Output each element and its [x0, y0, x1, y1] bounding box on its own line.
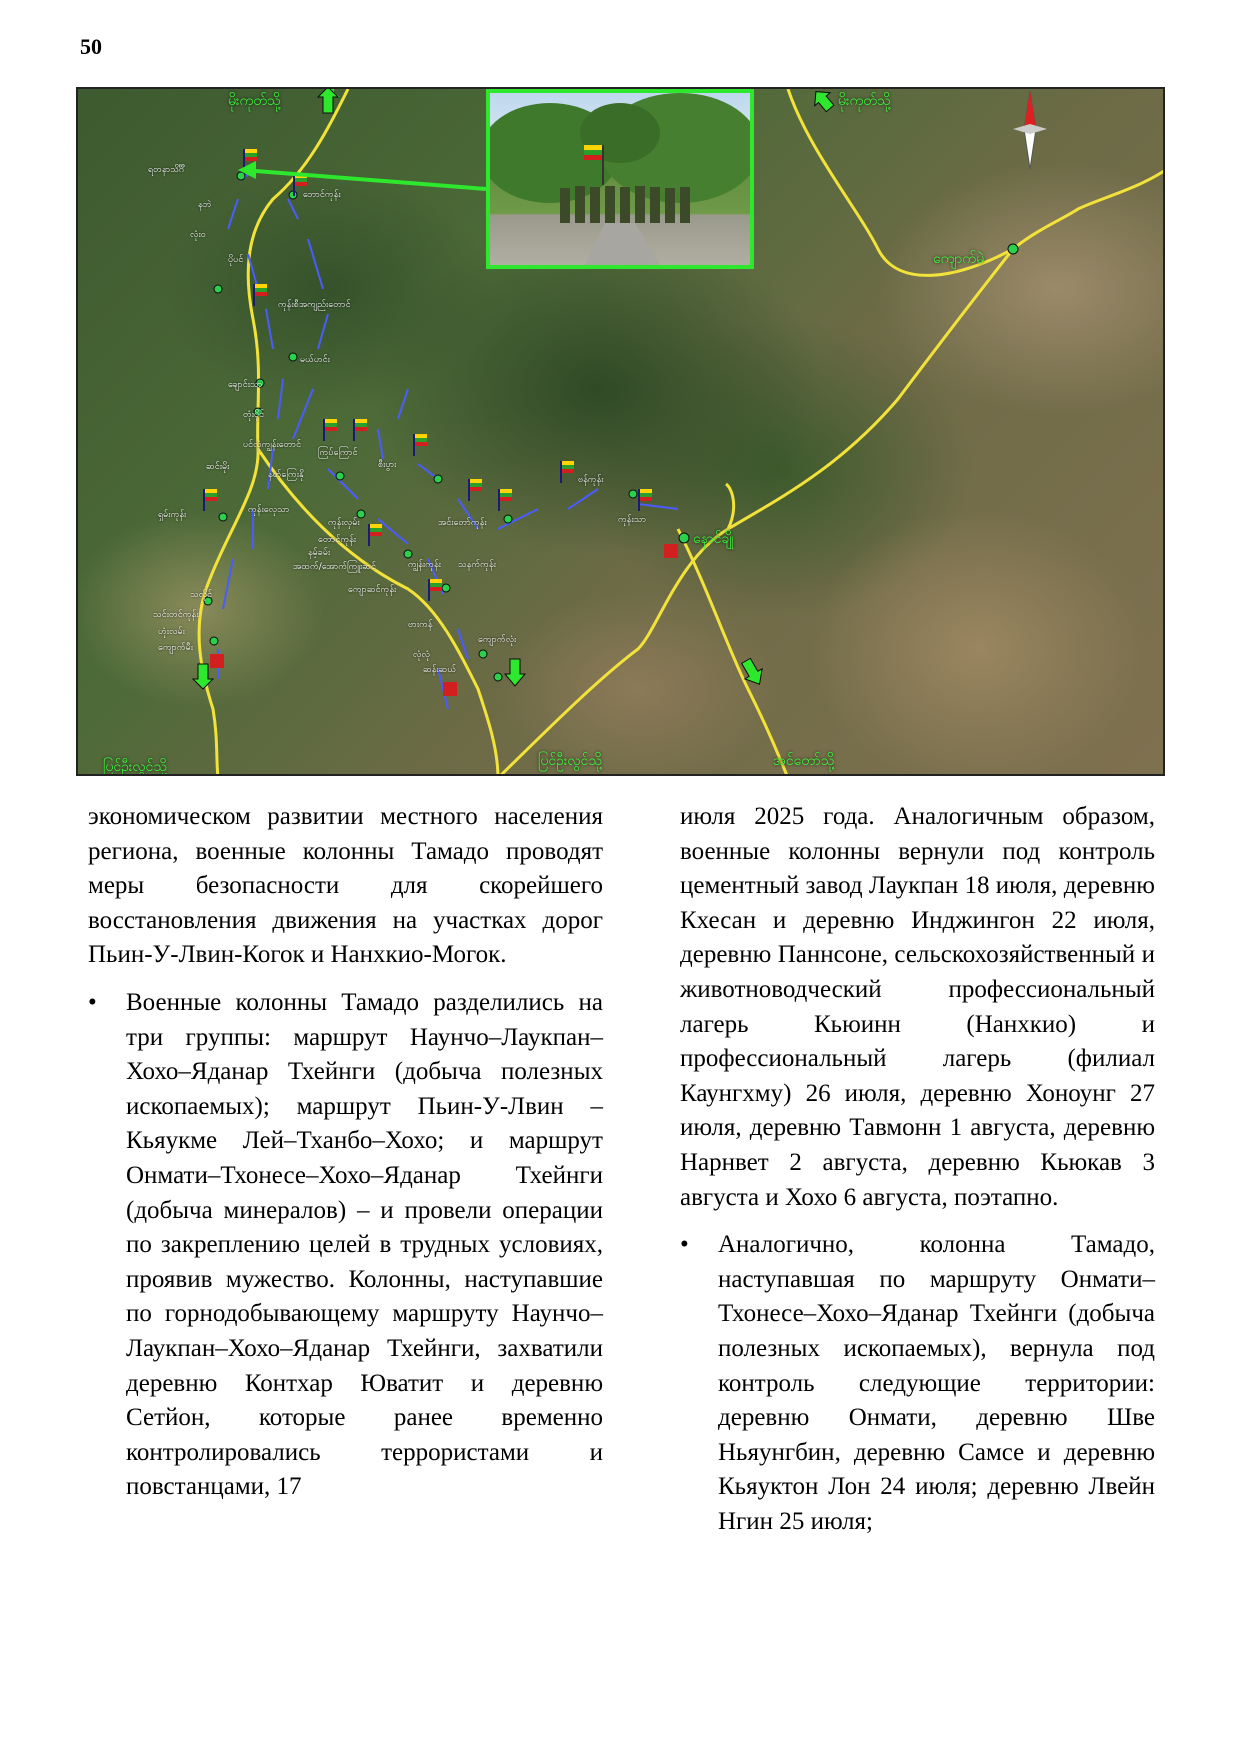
- place-label: သနက်ကုန်း: [458, 560, 496, 570]
- bullet-mark: •: [88, 988, 97, 1016]
- place-label: သလိုင်: [190, 590, 213, 600]
- place-label: လုံးဝ: [190, 230, 206, 240]
- place-label: ဆန်းဆယ်: [423, 665, 457, 675]
- place-label: နတ်ကြေးနို: [268, 470, 304, 480]
- place-label: ကုန်းစီအကျည်းတောင်: [278, 300, 351, 310]
- place-label: ဆင်းမိုး: [206, 462, 230, 472]
- place-label: ကုန်းလှမ်း: [328, 518, 360, 528]
- road: [498, 249, 1013, 776]
- place-label: ပင်လုံကျွန်းတောင်: [243, 440, 302, 450]
- left-paragraph: экономическом развитии местного населения региона, военные колонны Тамадо проводят меры безопасности для скорейшего восстановления движения на участках дорог Пьин-У-Лвин-Когок и Нанхкио-Могок.: [88, 803, 603, 969]
- place-label: ပိုပင်: [228, 255, 244, 265]
- road: [726, 484, 734, 529]
- place-label: ကုန်းလှေသာ: [248, 505, 290, 515]
- place-label: ကျောက်မီး: [158, 643, 194, 653]
- town-label-kyaukme: ကျောက်မဲ: [933, 251, 984, 267]
- place-label: ဗားကန်: [408, 620, 433, 630]
- left-column: [88, 800, 603, 1505]
- place-label: ကျောဆင်ကုန်း: [348, 585, 397, 595]
- route-map: [76, 87, 1165, 776]
- place-label: နမ့်ခမ်း: [308, 548, 331, 558]
- place-label: ချောင်းသာ: [228, 380, 263, 390]
- left-bullet-text: Военные колонны Тамадо разделились на три группы: маршрут Наунчо–Лаукпан–Хохо–Яданар Тхейнги (добыча полезных ископаемых); маршрут Пьин-У-Лвин –Кьяукме Лей–Тханбо–Хохо; и маршрут Онмати–Тхонесе–Хохо–Яданар Тхейнги (добыча минералов) – и провели операции по закреплению целей в трудных условиях, проявив мужество. Колонны, наступавшие по горнодобывающему маршруту Наунчо–Лаукпан–Хохо–Яданар Тхейнги, захватили деревню Контхар Юватит и деревню Сетйон, которые ранее временно контролировались террористами и повстанцами, 17: [126, 988, 603, 1501]
- inset-photo-drawing: [490, 93, 750, 265]
- right-bullet-item: [680, 1228, 1155, 1539]
- road: [1013, 169, 1165, 249]
- direction-arrow: [808, 89, 837, 115]
- place-label: အထက်/အောက်ကြူးဆင်: [293, 562, 376, 572]
- place-label: ကျောက်လုံး: [478, 635, 517, 645]
- road: [788, 89, 1013, 275]
- direction-label-top-right: မိုးကုတ်သို့: [838, 93, 891, 109]
- place-label: နဘဲ: [198, 200, 212, 210]
- bullet-mark: •: [680, 1231, 689, 1259]
- direction-arrow: [505, 659, 525, 686]
- right-column: [680, 800, 1155, 1539]
- right-paragraph: июля 2025 года. Аналогичным образом, военные колонны вернули под контроль цементный завод Лаукпан 18 июля, деревню Кхесан и деревню Инджингон 22 июля, деревню Паннсоне, сельскохозяйственный и животноводческий профессиональный лагерь Кьюинн (Нанхкио) и профессиональный лагерь (филиал Каунгхму) 26 июля, деревню Хоноунг 27 июля, деревню Тавмонн 1 августа, деревню Нарнвет 2 августа, деревню Кьюкав 3 августа и Хохо 6 августа, поэтапно.: [680, 803, 1155, 1211]
- compass-rose: [1013, 91, 1047, 169]
- place-label: သင်းတင်ကုန်း: [153, 610, 199, 620]
- place-label: ကျွန်းကုန်း: [408, 560, 441, 570]
- place-label: ဘောင်ကုန်း: [303, 190, 341, 200]
- place-label: ဟုံးလမ်း: [158, 627, 185, 637]
- right-bullet-text: Аналогично, колонна Тамадо, наступавшая по маршруту Онмати–Тхонесе–Хохо–Яданар Тхейнги (добыча полезных ископаемых), вернула под контроль следующие территории: деревню Онмати, деревню Шве Ньяунгбин, деревню Самсе и деревню Кьяуктон Лон 24 июля; деревню Лвейн Нгин 25 июля;: [718, 1231, 1155, 1535]
- place-label: စီးပွား: [378, 460, 397, 470]
- place-label: မယ်ဟင်း: [300, 355, 330, 365]
- road: [258, 449, 498, 776]
- direction-label-top-left: မိုးကုတ်သို့: [228, 93, 281, 109]
- inset-soldiers: [560, 186, 690, 223]
- photo-pointer-line: [243, 170, 486, 189]
- place-label: လုံလုံ: [413, 650, 430, 660]
- direction-label-bottom-right: အင်တော်သို့: [773, 753, 835, 769]
- place-label: ကြပ်ကြောင်: [318, 448, 358, 458]
- direction-label-bottom-center: ပြင်ဦးလွင်သို့: [538, 753, 602, 769]
- left-bullet-item: [88, 986, 603, 1505]
- place-label: ရတနာသိင်္ဂီ: [148, 165, 185, 175]
- place-label: တောင်ကုန်း: [318, 535, 357, 545]
- place-label: အင်းတော်ကုန်း: [438, 518, 487, 528]
- direction-arrow: [318, 89, 338, 113]
- place-label: တုံးပိုင်: [243, 410, 265, 420]
- town-label-naungcho: နောင်ချို: [693, 531, 734, 547]
- road: [678, 529, 788, 776]
- inset-photo: [486, 89, 754, 269]
- place-label: ကုန်းသာ: [618, 515, 647, 525]
- place-label: ဗန်ကုန်း: [578, 475, 604, 485]
- page-number: 50: [80, 34, 102, 59]
- direction-label-bottom-left: ပြင်ဦးလွင်သို့: [103, 759, 167, 775]
- place-label: ရှမ်းကုန်း: [158, 510, 187, 520]
